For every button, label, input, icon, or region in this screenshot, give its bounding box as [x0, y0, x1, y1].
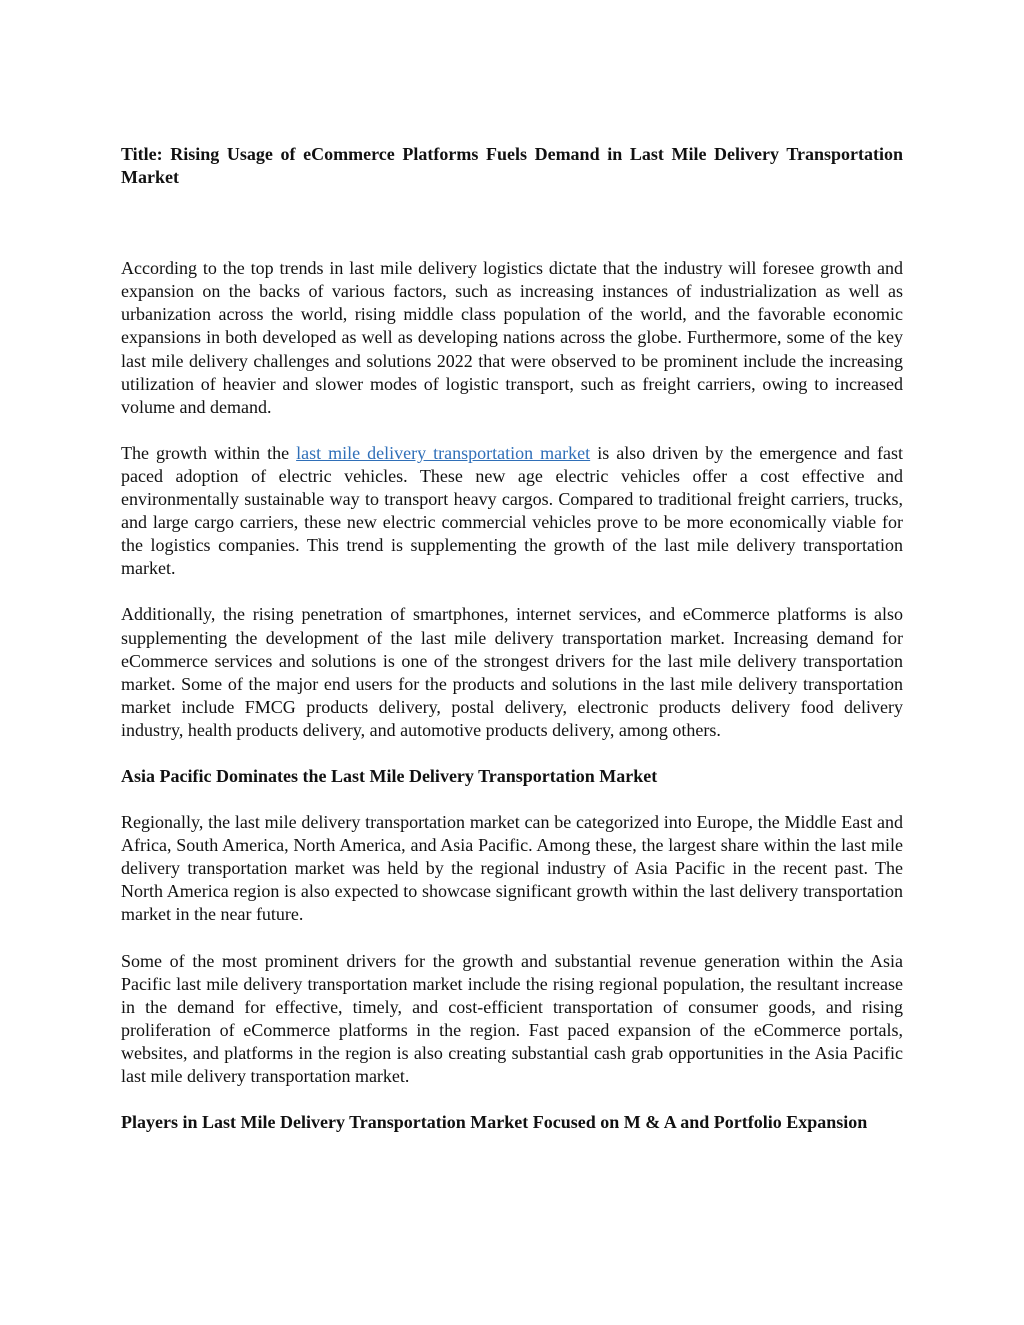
paragraph-text: The growth within the	[121, 442, 297, 463]
section-heading-asia-pacific: Asia Pacific Dominates the Last Mile Delivery Transportation Market	[121, 765, 658, 786]
paragraph-trends: According to the top trends in last mile delivery logistics dictate that the industry will foresee growth and expansion on the backs of various factors, such as increasing instances of industrialization as well as urbanization across the world, rising middle class population of the world, and the favorable economic expansions in both developed as well as developing nations across the globe. Furthermore, some of the key last mile delivery challenges and solutions 2022 that were observed to be prominent include the increasing utilization of heavier and slower modes of logistic transport, such as freight carriers, owing to increased volume and demand.	[121, 258, 903, 417]
paragraph-ecommerce: Additionally, the rising penetration of smartphones, internet services, and eCommerce platforms is also supplementing the development of the last mile delivery transportation market. Increasing demand for eCommerce services and solutions is one of the strongest drivers for the last mile delivery transportation market. Some of the major end users for the products and solutions in the last mile delivery transportation market include FMCG products delivery, postal delivery, electronic products delivery food delivery industry, health products delivery, and automotive products delivery, among others.	[121, 604, 903, 740]
paragraph-asia-drivers: Some of the most prominent drivers for the growth and substantial revenue generation within the Asia Pacific last mile delivery transportation market include the rising regional population, the resultant increase in the demand for effective, timely, and cost-efficient transportation of consumer goods, and rising proliferation of eCommerce platforms in the region. Fast paced expansion of the eCommerce portals, websites, and platforms in the region is also creating substantial cash grab opportunities in the Asia Pacific last mile delivery transportation market.	[121, 950, 903, 1086]
paragraph-text: is also driven by the emergence and fast paced adoption of electric vehicles. These new age electric vehicles offer a cost effective and environmentally sustainable way to transport heavy cargos. Compared to traditional freight carriers, trucks, and large cargo carriers, these new electric commercial vehicles prove to be more economically viable for the logistics companies. This trend is supplementing the growth of the last mile delivery transportation market.	[121, 442, 903, 579]
paragraph-electric-vehicles	[121, 442, 903, 581]
section-heading-players: Players in Last Mile Delivery Transportation Market Focused on M & A and Portfolio Expansion	[121, 1112, 868, 1133]
paragraph-regional: Regionally, the last mile delivery transportation market can be categorized into Europe, the Middle East and Africa, South America, North America, and Asia Pacific. Among these, the largest share within the last mile delivery transportation market was held by the regional industry of Asia Pacific in the recent past. The North America region is also expected to showcase significant growth within the last delivery transportation market in the near future.	[121, 812, 903, 925]
document-body	[121, 143, 903, 1157]
document-title: Title: Rising Usage of eCommerce Platforms Fuels Demand in Last Mile Delivery Transportation Market	[121, 144, 903, 188]
market-link[interactable]: last mile delivery transportation market	[296, 442, 591, 463]
